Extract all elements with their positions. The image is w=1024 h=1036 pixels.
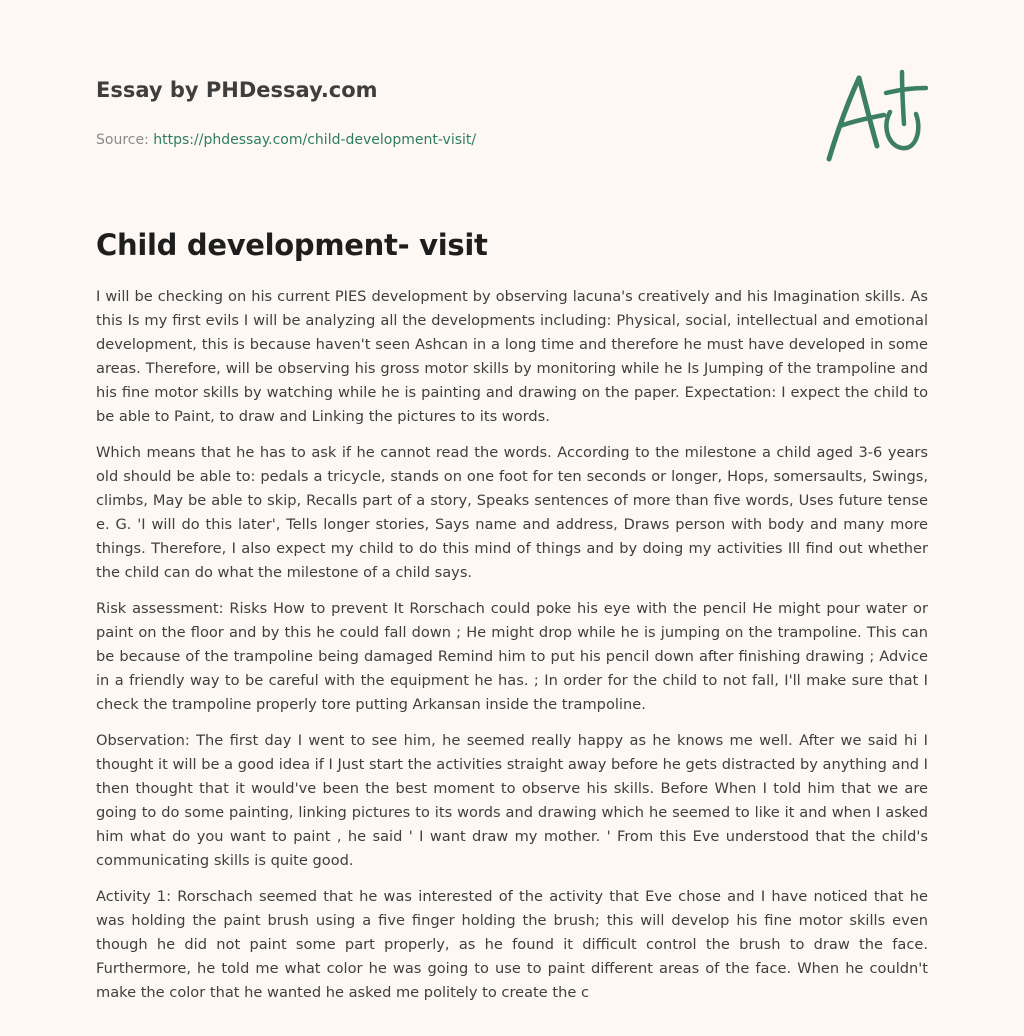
essay-paragraph: Observation: The first day I went to see him, he seemed really happy as he knows me well. After we said hi I thought it will be a good idea if I Just start the activities straight away before he gets distracted by anything and I then thought that it would've been the best moment to observe his skills. Before When I told him that we are going to do some painting, linking pictures to its words and drawing which he seemed to like it and when I asked him what do you want to paint , he said ' I want draw my mother. ' From this Eve understood that the child's communicating skills is quite good. xyxy=(96,732,928,869)
source-link[interactable]: https://phdessay.com/child-development-visit/ xyxy=(153,132,477,148)
essay-paragraph: Which means that he has to ask if he cannot read the words. According to the milestone a child aged 3-6 years old should be able to: pedals a tricycle, stands on one foot for ten seconds or longer, Hops, somersaults, Swings, climbs, May be able to skip, Recalls part of a story, Speaks sentences of more than five words, Uses future tense e. G. 'I will do this later', Tells longer stories, Says name and address, Draws person with body and many more things. Therefore, I also expect my child to do this mind of things and by doing my activities Ill find out whether the child can do what the milestone of a child says. xyxy=(96,444,928,581)
essay-paragraph: Activity 1: Rorschach seemed that he was interested of the activity that Eve chose and I have noticed that he was holding the paint brush using a five finger holding the brush; this will develop his fine motor skills even though he did not paint some part properly, as he found it difficult control the brush to draw the face. Furthermore, he told me what color he was going to use to paint different areas of the face. When he couldn't make the color that he wanted he asked me politely to create the c xyxy=(96,888,928,1001)
site-brand: Essay by PHDessay.com xyxy=(96,78,378,102)
source-label: Source: xyxy=(96,132,154,148)
essay-paragraph: I will be checking on his current PIES development by observing lacuna's creatively and his Imagination skills. As this Is my first evils I will be analyzing all the developments including: Physical, social, intellectual and emotional development, this is because haven't seen Ashcan in a long time and therefore he must have developed in some areas. Therefore, will be observing his gross motor skills by monitoring while he Is Jumping of the trampoline and his fine motor skills by watching while he is painting and drawing on the paper. Expectation: I expect the child to be able to Paint, to draw and Linking the pictures to its words. xyxy=(96,288,928,425)
essay-paragraph: Risk assessment: Risks How to prevent It Rorschach could poke his eye with the pencil He might pour water or paint on the floor and by this he could fall down ; He might drop while he is jumping on the trampoline. This can be because of the trampoline being damaged Remind him to put his pencil down after finishing drawing ; Advice in a friendly way to be careful with the equipment he has. ; In order for the child to not fall, I'll make sure that I check the trampoline properly tore putting Arkansan inside the trampoline. xyxy=(96,600,928,713)
essay-header xyxy=(96,76,696,149)
a-plus-grade-icon xyxy=(822,66,928,166)
essay-title: Child development- visit xyxy=(96,228,488,262)
essay-body xyxy=(96,285,928,1017)
source-line xyxy=(96,131,696,149)
